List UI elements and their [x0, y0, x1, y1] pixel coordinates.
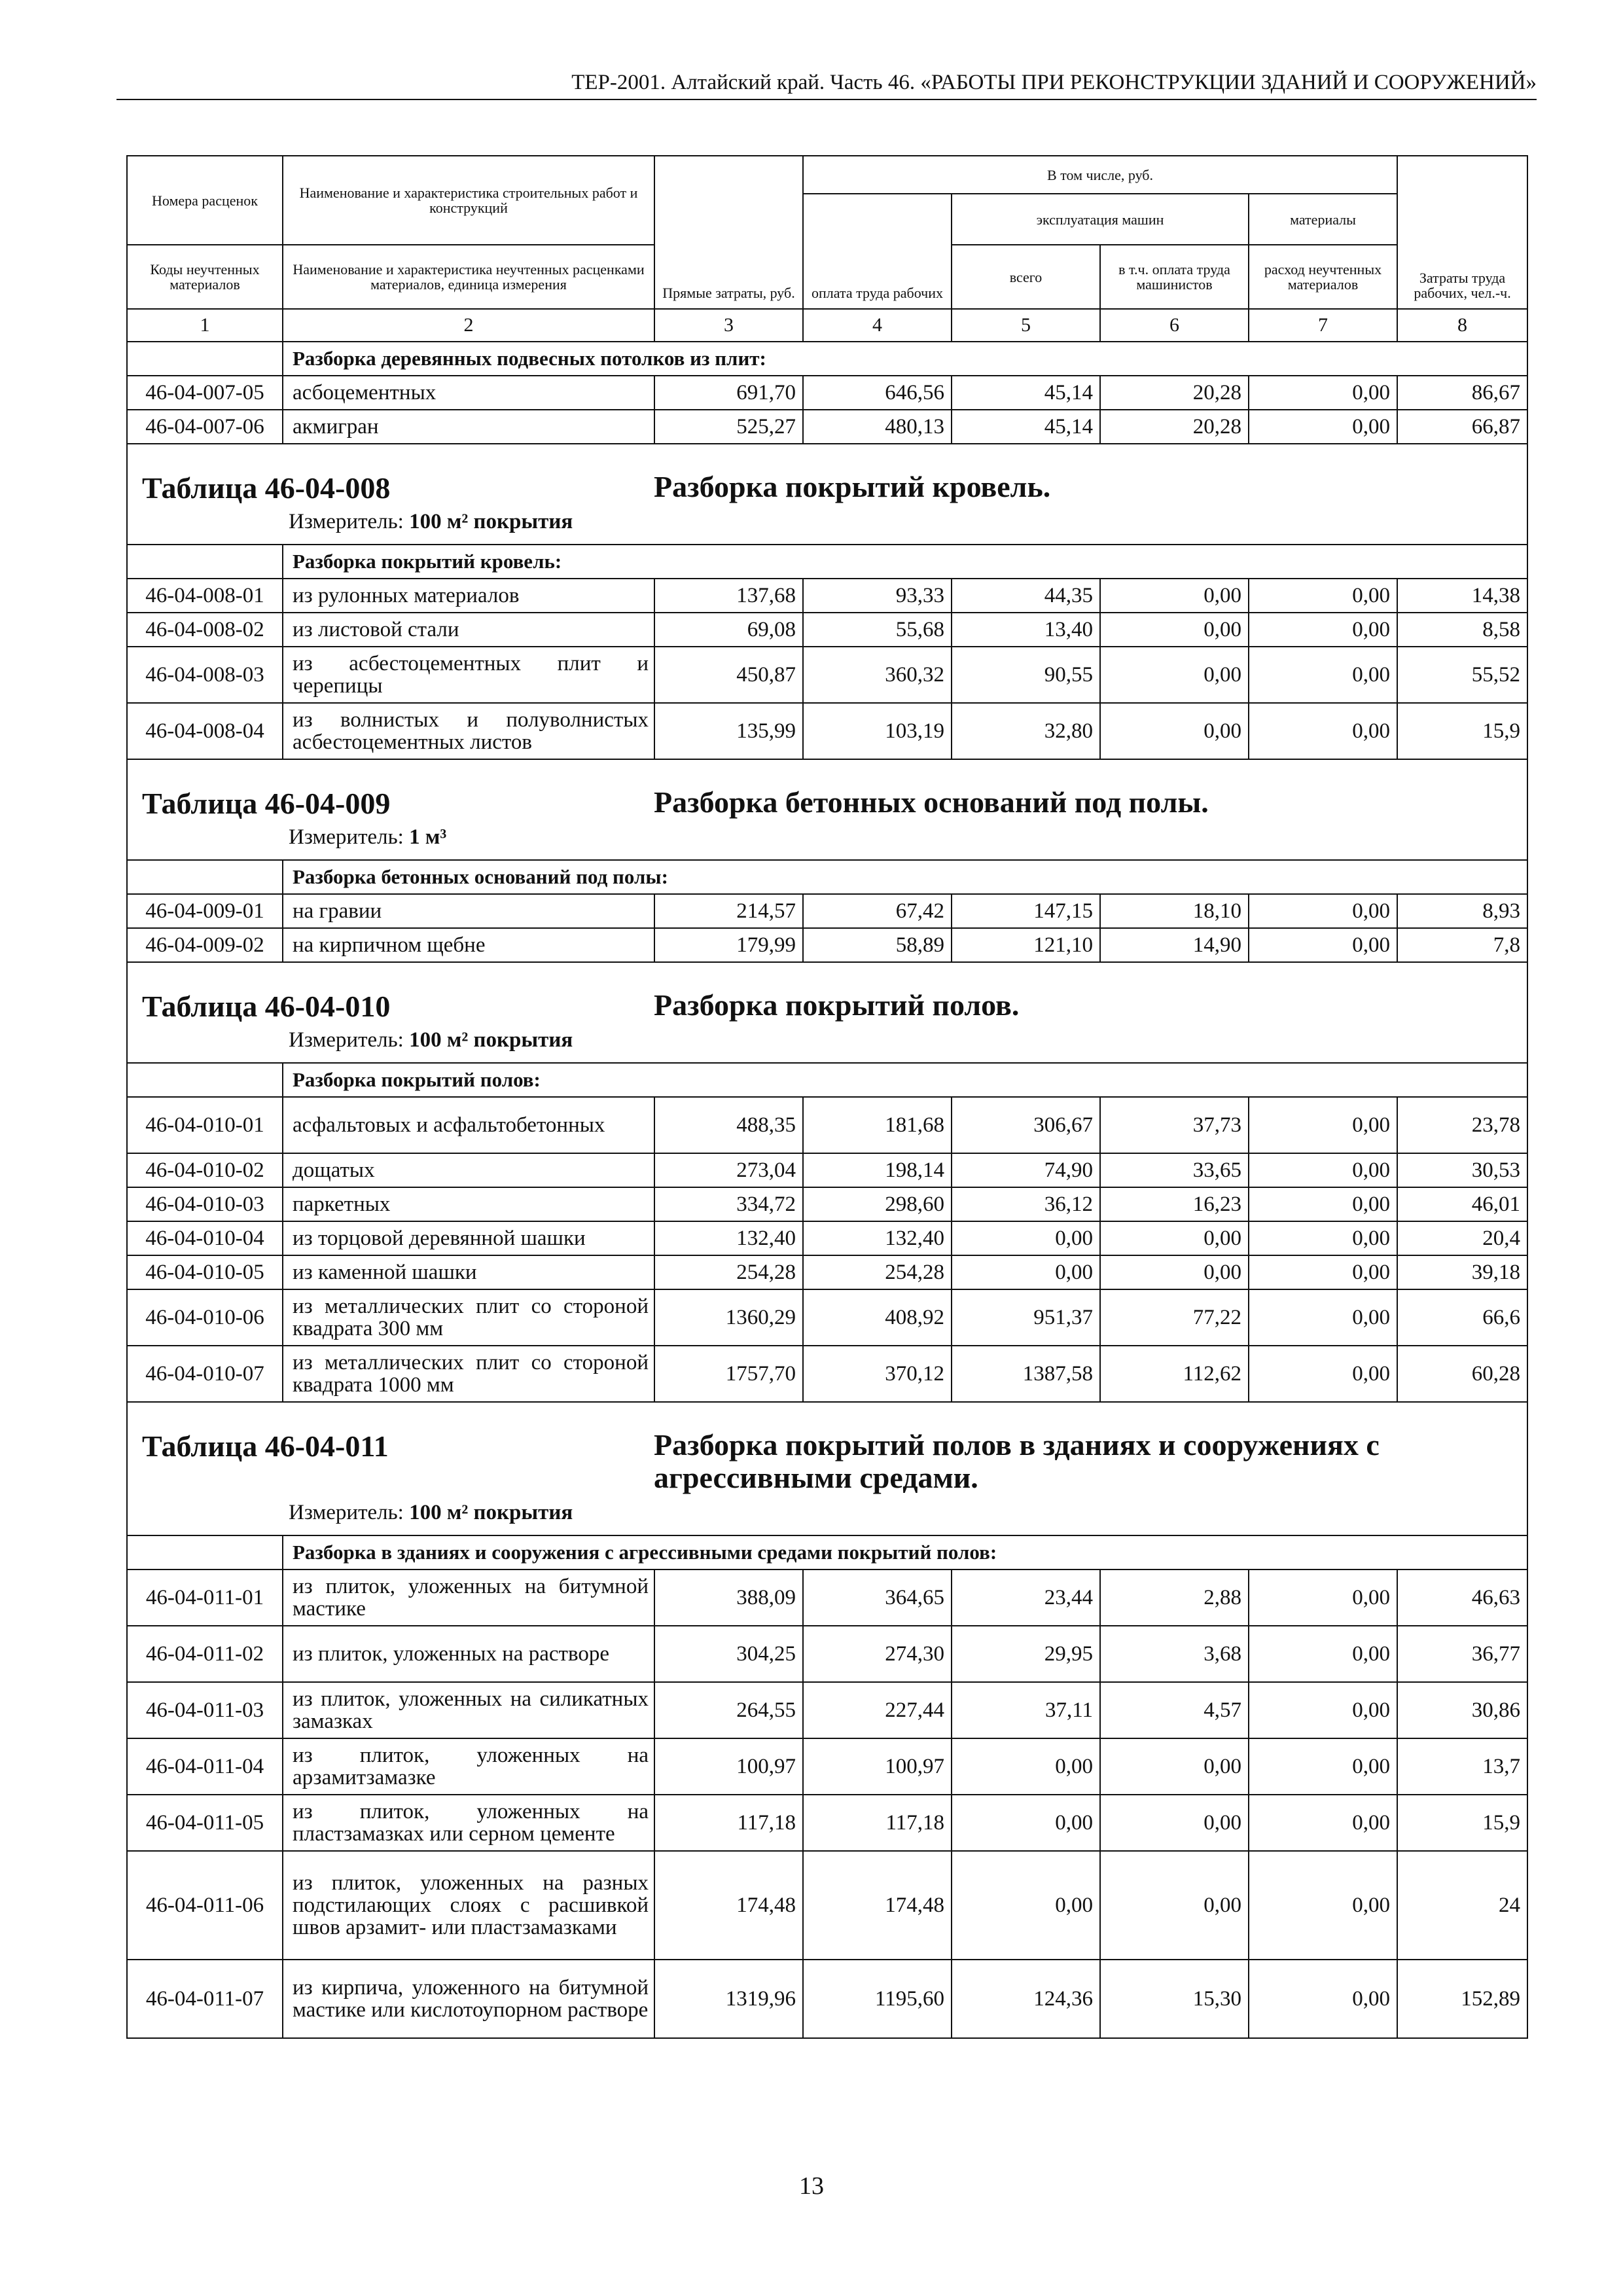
machines-total-cell: 0,00: [952, 1795, 1100, 1851]
worker-pay-cell: 132,40: [803, 1221, 952, 1255]
table-heading-row: [127, 759, 1527, 860]
work-name: из плиток, уложенных на разных подстилающих слоях с расшивкой швов арзамит- или пластзамазками: [283, 1851, 654, 1960]
worker-pay-cell: 117,18: [803, 1795, 952, 1851]
machinist-pay-cell: 18,10: [1100, 894, 1249, 928]
machinist-pay-cell: 2,88: [1100, 1570, 1249, 1626]
rate-code: 46-04-010-06: [127, 1289, 283, 1346]
page-header: ТЕР-2001. Алтайский край. Часть 46. «РАБОТЫ ПРИ РЕКОНСТРУКЦИИ ЗДАНИЙ И СООРУЖЕНИЙ»: [116, 71, 1537, 100]
rate-code: 46-04-008-01: [127, 579, 283, 613]
labor-hours-cell: 13,7: [1397, 1738, 1527, 1795]
labor-hours-cell: 46,01: [1397, 1187, 1527, 1221]
table-title: Разборка покрытий полов.: [654, 988, 1020, 1022]
col3-header: Прямые затраты, руб.: [654, 156, 803, 309]
worker-pay-cell: 360,32: [803, 647, 952, 703]
worker-pay-cell: 103,19: [803, 703, 952, 759]
work-name: дощатых: [283, 1153, 654, 1187]
col1-header-bottom: Коды неучтенных материалов: [127, 245, 283, 309]
direct-cost-cell: 100,97: [654, 1738, 803, 1795]
table-row: [127, 1289, 1527, 1346]
table-code: Таблица 46-04-011: [142, 1429, 389, 1463]
worker-pay-cell: 298,60: [803, 1187, 952, 1221]
worker-pay-cell: 58,89: [803, 928, 952, 962]
materials-use-cell: 0,00: [1249, 1255, 1397, 1289]
col5-header: всего: [952, 245, 1100, 309]
machines-total-cell: 44,35: [952, 579, 1100, 613]
work-name: из волнистых и полуволнистых асбестоцементных листов: [283, 703, 654, 759]
column-number: 5: [952, 309, 1100, 342]
work-name: на кирпичном щебне: [283, 928, 654, 962]
materials-use-cell: 0,00: [1249, 1738, 1397, 1795]
table-row: [127, 1795, 1527, 1851]
table-heading-row: [127, 962, 1527, 1063]
labor-hours-cell: 7,8: [1397, 928, 1527, 962]
rates-table: [126, 155, 1528, 2039]
worker-pay-cell: 100,97: [803, 1738, 952, 1795]
table-row: [127, 1153, 1527, 1187]
direct-cost-cell: 1319,96: [654, 1960, 803, 2038]
rate-code: 46-04-011-05: [127, 1795, 283, 1851]
materials-use-cell: 0,00: [1249, 1346, 1397, 1402]
materials-use-cell: 0,00: [1249, 1221, 1397, 1255]
work-name: из плиток, уложенных на пластзамазках или серном цементе: [283, 1795, 654, 1851]
work-name: из плиток, уложенных на арзамитзамазке: [283, 1738, 654, 1795]
group-row-code-cell: [127, 1535, 283, 1570]
machines-total-cell: 0,00: [952, 1738, 1100, 1795]
materials-use-cell: 0,00: [1249, 376, 1397, 410]
group-heading: Разборка покрытий полов:: [283, 1063, 1527, 1097]
work-name: из плиток, уложенных на силикатных замазках: [283, 1682, 654, 1738]
machinist-pay-cell: 33,65: [1100, 1153, 1249, 1187]
meter-label: Измеритель:: [289, 825, 404, 849]
group-row: [127, 860, 1527, 894]
direct-cost-cell: 525,27: [654, 410, 803, 444]
machines-total-cell: 29,95: [952, 1626, 1100, 1682]
direct-cost-cell: 132,40: [654, 1221, 803, 1255]
table-meter: [289, 1501, 573, 1525]
materials-use-cell: 0,00: [1249, 894, 1397, 928]
labor-hours-cell: 152,89: [1397, 1960, 1527, 2038]
machinist-pay-cell: 0,00: [1100, 1221, 1249, 1255]
materials-use-cell: 0,00: [1249, 1570, 1397, 1626]
table-heading: [127, 1402, 1527, 1535]
column-numbers-row: [127, 309, 1527, 342]
materials-use-cell: 0,00: [1249, 1682, 1397, 1738]
rate-code: 46-04-008-03: [127, 647, 283, 703]
table-heading-row: [127, 1402, 1527, 1535]
table-row: [127, 1255, 1527, 1289]
rate-code: 46-04-009-02: [127, 928, 283, 962]
col7-header: расход неучтенных материалов: [1249, 245, 1397, 309]
work-name: из торцовой деревянной шашки: [283, 1221, 654, 1255]
meter-value: 1 м³: [409, 825, 447, 849]
rate-code: 46-04-011-07: [127, 1960, 283, 2038]
machinist-pay-cell: 0,00: [1100, 1851, 1249, 1960]
table-meter: [289, 825, 446, 850]
col8-header: Затраты труда рабочих, чел.-ч.: [1397, 156, 1527, 309]
worker-pay-cell: 67,42: [803, 894, 952, 928]
rate-code: 46-04-010-07: [127, 1346, 283, 1402]
worker-pay-cell: 370,12: [803, 1346, 952, 1402]
work-name: асбоцементных: [283, 376, 654, 410]
direct-cost-cell: 273,04: [654, 1153, 803, 1187]
column-number: 7: [1249, 309, 1397, 342]
machinist-pay-cell: 0,00: [1100, 613, 1249, 647]
table-row: [127, 613, 1527, 647]
col4-header: оплата труда рабочих: [803, 194, 952, 309]
machines-total-cell: 0,00: [952, 1255, 1100, 1289]
machines-total-cell: 36,12: [952, 1187, 1100, 1221]
rate-code: 46-04-011-01: [127, 1570, 283, 1626]
work-name: из плиток, уложенных на битумной мастике: [283, 1570, 654, 1626]
worker-pay-cell: 254,28: [803, 1255, 952, 1289]
header-row-1: [127, 156, 1527, 194]
work-name: на гравии: [283, 894, 654, 928]
meter-value: 100 м² покрытия: [409, 1501, 573, 1524]
table-row: [127, 1570, 1527, 1626]
table-heading: [127, 444, 1527, 545]
table-code: Таблица 46-04-008: [142, 471, 391, 505]
worker-pay-cell: 646,56: [803, 376, 952, 410]
work-name: из асбестоцементных плит и черепицы: [283, 647, 654, 703]
materials-use-cell: 0,00: [1249, 928, 1397, 962]
materials-use-cell: 0,00: [1249, 613, 1397, 647]
labor-hours-cell: 8,93: [1397, 894, 1527, 928]
direct-cost-cell: 1757,70: [654, 1346, 803, 1402]
direct-cost-cell: 264,55: [654, 1682, 803, 1738]
column-number: 1: [127, 309, 283, 342]
col2-header-top: Наименование и характеристика строительных работ и конструкций: [283, 156, 654, 245]
rate-code: 46-04-011-06: [127, 1851, 283, 1960]
materials-use-cell: 0,00: [1249, 1851, 1397, 1960]
table-heading-row: [127, 444, 1527, 545]
worker-pay-cell: 480,13: [803, 410, 952, 444]
labor-hours-cell: 66,87: [1397, 410, 1527, 444]
rate-code: 46-04-010-01: [127, 1097, 283, 1153]
machines-total-cell: 37,11: [952, 1682, 1100, 1738]
worker-pay-cell: 55,68: [803, 613, 952, 647]
table-meter: [289, 510, 573, 534]
col2-header-bottom: Наименование и характеристика неучтенных расценками материалов, единица измерения: [283, 245, 654, 309]
labor-hours-cell: 66,6: [1397, 1289, 1527, 1346]
meter-label: Измеритель:: [289, 1028, 404, 1052]
direct-cost-cell: 117,18: [654, 1795, 803, 1851]
table-title: Разборка покрытий кровель.: [654, 470, 1051, 503]
table-code: Таблица 46-04-009: [142, 787, 391, 820]
group-row: [127, 1535, 1527, 1570]
machinist-pay-cell: 0,00: [1100, 1738, 1249, 1795]
rate-code: 46-04-010-03: [127, 1187, 283, 1221]
direct-cost-cell: 334,72: [654, 1187, 803, 1221]
machinist-pay-cell: 0,00: [1100, 1795, 1249, 1851]
table-row: [127, 1851, 1527, 1960]
worker-pay-cell: 198,14: [803, 1153, 952, 1187]
table-row: [127, 579, 1527, 613]
worker-pay-cell: 274,30: [803, 1626, 952, 1682]
labor-hours-cell: 15,9: [1397, 703, 1527, 759]
worker-pay-cell: 174,48: [803, 1851, 952, 1960]
work-name: паркетных: [283, 1187, 654, 1221]
labor-hours-cell: 86,67: [1397, 376, 1527, 410]
machines-total-cell: 951,37: [952, 1289, 1100, 1346]
rate-code: 46-04-008-04: [127, 703, 283, 759]
labor-hours-cell: 30,86: [1397, 1682, 1527, 1738]
meter-label: Измеритель:: [289, 1501, 404, 1524]
table-title: Разборка бетонных оснований под полы.: [654, 785, 1209, 819]
col6-header: в т.ч. оплата труда машинистов: [1100, 245, 1249, 309]
rate-code: 46-04-010-02: [127, 1153, 283, 1187]
labor-hours-cell: 30,53: [1397, 1153, 1527, 1187]
group-row: [127, 342, 1527, 376]
work-name: из плиток, уложенных на растворе: [283, 1626, 654, 1682]
rate-code: 46-04-007-05: [127, 376, 283, 410]
labor-hours-cell: 8,58: [1397, 613, 1527, 647]
labor-hours-cell: 15,9: [1397, 1795, 1527, 1851]
worker-pay-cell: 364,65: [803, 1570, 952, 1626]
table-row: [127, 410, 1527, 444]
machines-total-cell: 0,00: [952, 1851, 1100, 1960]
direct-cost-cell: 254,28: [654, 1255, 803, 1289]
rate-code: 46-04-011-03: [127, 1682, 283, 1738]
table-row: [127, 703, 1527, 759]
direct-cost-cell: 135,99: [654, 703, 803, 759]
machinist-pay-cell: 0,00: [1100, 703, 1249, 759]
materials-use-cell: 0,00: [1249, 1795, 1397, 1851]
table-row: [127, 1960, 1527, 2038]
rate-code: 46-04-010-05: [127, 1255, 283, 1289]
machinist-pay-cell: 0,00: [1100, 1255, 1249, 1289]
column-number: 3: [654, 309, 803, 342]
materials-use-cell: 0,00: [1249, 647, 1397, 703]
rate-code: 46-04-011-04: [127, 1738, 283, 1795]
machinist-pay-cell: 20,28: [1100, 376, 1249, 410]
worker-pay-cell: 1195,60: [803, 1960, 952, 2038]
materials-use-cell: 0,00: [1249, 1187, 1397, 1221]
group-row-code-cell: [127, 1063, 283, 1097]
machinist-pay-cell: 20,28: [1100, 410, 1249, 444]
materials-use-cell: 0,00: [1249, 703, 1397, 759]
machinist-pay-cell: 14,90: [1100, 928, 1249, 962]
materials-use-cell: 0,00: [1249, 1960, 1397, 2038]
table-row: [127, 1738, 1527, 1795]
labor-hours-cell: 24: [1397, 1851, 1527, 1960]
rate-code: 46-04-009-01: [127, 894, 283, 928]
column-number: 2: [283, 309, 654, 342]
machines-total-cell: 124,36: [952, 1960, 1100, 2038]
table-row: [127, 1097, 1527, 1153]
rate-code: 46-04-011-02: [127, 1626, 283, 1682]
table-heading: [127, 759, 1527, 860]
direct-cost-cell: 214,57: [654, 894, 803, 928]
work-name: из металлических плит со стороной квадрата 1000 мм: [283, 1346, 654, 1402]
materials-use-cell: 0,00: [1249, 1153, 1397, 1187]
group-heading: Разборка покрытий кровель:: [283, 545, 1527, 579]
machines-total-cell: 1387,58: [952, 1346, 1100, 1402]
machines-total-cell: 45,14: [952, 410, 1100, 444]
labor-hours-cell: 20,4: [1397, 1221, 1527, 1255]
labor-hours-cell: 39,18: [1397, 1255, 1527, 1289]
labor-hours-cell: 55,52: [1397, 647, 1527, 703]
meter-label: Измеритель:: [289, 510, 404, 533]
machinist-pay-cell: 16,23: [1100, 1187, 1249, 1221]
group-row: [127, 545, 1527, 579]
machinist-pay-cell: 4,57: [1100, 1682, 1249, 1738]
column-number: 6: [1100, 309, 1249, 342]
group-row-code-cell: [127, 342, 283, 376]
machinist-pay-cell: 0,00: [1100, 647, 1249, 703]
machines-total-cell: 32,80: [952, 703, 1100, 759]
labor-hours-cell: 36,77: [1397, 1626, 1527, 1682]
work-name: из каменной шашки: [283, 1255, 654, 1289]
rate-code: 46-04-008-02: [127, 613, 283, 647]
table-meter: [289, 1028, 573, 1052]
table-heading: [127, 962, 1527, 1063]
table-row: [127, 894, 1527, 928]
labor-hours-cell: 23,78: [1397, 1097, 1527, 1153]
table-row: [127, 1221, 1527, 1255]
machinist-pay-cell: 77,22: [1100, 1289, 1249, 1346]
group-row-code-cell: [127, 860, 283, 894]
meter-value: 100 м² покрытия: [409, 1028, 573, 1052]
direct-cost-cell: 1360,29: [654, 1289, 803, 1346]
machinist-pay-cell: 3,68: [1100, 1626, 1249, 1682]
column-number: 4: [803, 309, 952, 342]
table-title: Разборка покрытий полов в зданиях и сооружениях с агрессивными средами.: [654, 1428, 1380, 1494]
materials-use-cell: 0,00: [1249, 1289, 1397, 1346]
col1-header-top: Номера расценок: [127, 156, 283, 245]
direct-cost-cell: 137,68: [654, 579, 803, 613]
table-row: [127, 647, 1527, 703]
machines-total-cell: 90,55: [952, 647, 1100, 703]
table-row: [127, 376, 1527, 410]
direct-cost-cell: 174,48: [654, 1851, 803, 1960]
group-row: [127, 1063, 1527, 1097]
worker-pay-cell: 227,44: [803, 1682, 952, 1738]
work-name: из кирпича, уложенного на битумной мастике или кислотоупорном растворе: [283, 1960, 654, 2038]
table-code: Таблица 46-04-010: [142, 990, 391, 1023]
direct-cost-cell: 179,99: [654, 928, 803, 962]
materials-use-cell: 0,00: [1249, 579, 1397, 613]
machinist-pay-cell: 37,73: [1100, 1097, 1249, 1153]
direct-cost-cell: 488,35: [654, 1097, 803, 1153]
worker-pay-cell: 408,92: [803, 1289, 952, 1346]
table-row: [127, 1187, 1527, 1221]
direct-cost-cell: 69,08: [654, 613, 803, 647]
meter-value: 100 м² покрытия: [409, 510, 573, 533]
group-heading: Разборка деревянных подвесных потолков из плит:: [283, 342, 1527, 376]
machines-total-cell: 23,44: [952, 1570, 1100, 1626]
direct-cost-cell: 304,25: [654, 1626, 803, 1682]
machines-total-cell: 147,15: [952, 894, 1100, 928]
labor-hours-cell: 60,28: [1397, 1346, 1527, 1402]
materials-use-cell: 0,00: [1249, 1626, 1397, 1682]
work-name: из рулонных материалов: [283, 579, 654, 613]
table-row: [127, 1626, 1527, 1682]
direct-cost-cell: 691,70: [654, 376, 803, 410]
machinist-pay-cell: 15,30: [1100, 1960, 1249, 2038]
machines-total-cell: 121,10: [952, 928, 1100, 962]
machines-header: эксплуатация машин: [952, 194, 1249, 245]
work-name: из металлических плит со стороной квадрата 300 мм: [283, 1289, 654, 1346]
direct-cost-cell: 450,87: [654, 647, 803, 703]
machines-total-cell: 13,40: [952, 613, 1100, 647]
worker-pay-cell: 181,68: [803, 1097, 952, 1153]
machines-total-cell: 306,67: [952, 1097, 1100, 1153]
group-heading: Разборка бетонных оснований под полы:: [283, 860, 1527, 894]
machines-total-cell: 45,14: [952, 376, 1100, 410]
machinist-pay-cell: 0,00: [1100, 579, 1249, 613]
materials-use-cell: 0,00: [1249, 1097, 1397, 1153]
rate-code: 46-04-010-04: [127, 1221, 283, 1255]
direct-cost-cell: 388,09: [654, 1570, 803, 1626]
work-name: из листовой стали: [283, 613, 654, 647]
materials-header: материалы: [1249, 194, 1397, 245]
machinist-pay-cell: 112,62: [1100, 1346, 1249, 1402]
machines-total-cell: 74,90: [952, 1153, 1100, 1187]
worker-pay-cell: 93,33: [803, 579, 952, 613]
labor-hours-cell: 46,63: [1397, 1570, 1527, 1626]
group-heading: Разборка в зданиях и сооружения с агрессивными средами покрытий полов:: [283, 1535, 1527, 1570]
table-row: [127, 1346, 1527, 1402]
materials-use-cell: 0,00: [1249, 410, 1397, 444]
column-number: 8: [1397, 309, 1527, 342]
page-number: 13: [799, 2172, 824, 2200]
work-name: акмигран: [283, 410, 654, 444]
labor-hours-cell: 14,38: [1397, 579, 1527, 613]
table-row: [127, 928, 1527, 962]
rate-code: 46-04-007-06: [127, 410, 283, 444]
group-row-code-cell: [127, 545, 283, 579]
machines-total-cell: 0,00: [952, 1221, 1100, 1255]
group-header: В том числе, руб.: [803, 156, 1397, 194]
work-name: асфальтовых и асфальтобетонных: [283, 1097, 654, 1153]
table-row: [127, 1682, 1527, 1738]
